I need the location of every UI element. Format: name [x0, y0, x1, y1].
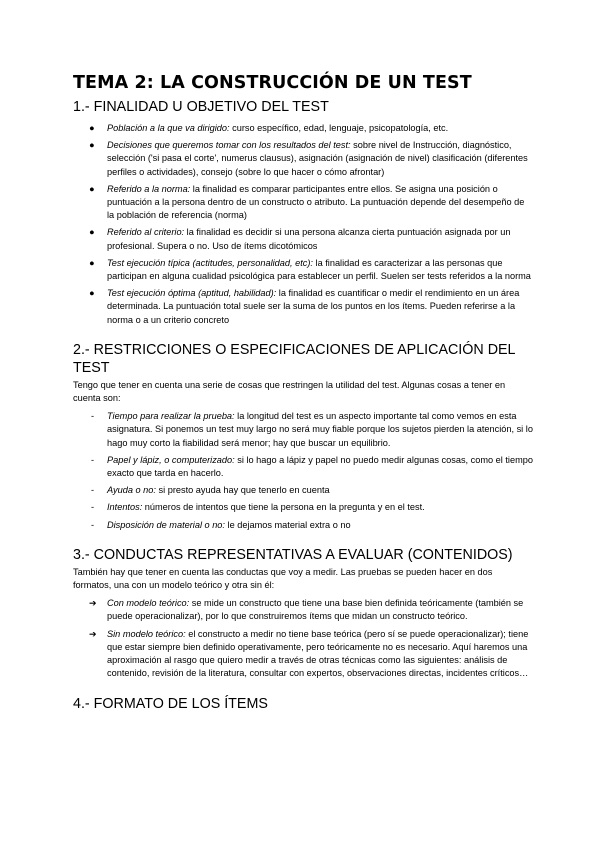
bullet-dot-icon: ● [89, 227, 95, 238]
item-text: la finalidad es comparar participantes entre ellos. Se asigna una posición o puntuación a la persona dentro de un constructo o atributo. La puntuación depende del desempeño de la población de referencia (norma) [107, 183, 525, 221]
item-label: Test ejecución típica (actitudes, personalidad, etc): [107, 257, 313, 268]
item-text: le dejamos material extra o no [224, 519, 351, 530]
section-2-heading: 2.- RESTRICCIONES O ESPECIFICACIONES DE APLICACIÓN DEL TEST [73, 341, 515, 376]
item-label: Población a la que va dirigido: [107, 123, 230, 133]
list-item [73, 519, 533, 532]
item-label: Decisiones que queremos tomar con los resultados del test: [107, 140, 351, 151]
document-page [73, 72, 533, 719]
item-label: Sin modelo teórico: [107, 628, 186, 639]
list-item [73, 257, 533, 283]
bullet-dash-icon: - [91, 485, 95, 496]
bullet-dot-icon: ● [89, 140, 95, 151]
item-text: curso específico, edad, lenguaje, psicopatología, etc. [229, 123, 449, 133]
list-item [73, 226, 533, 252]
list-item [73, 597, 533, 623]
item-text: la finalidad es decidir si una persona alcanza cierta puntuación asignada por un profesional. Supera o no. Uso de ítems dicotómicos [107, 227, 511, 251]
list-item [73, 628, 533, 681]
item-label: Ayuda o no: [107, 485, 156, 496]
item-text: si lo hago a lápiz y papel no puedo medir algunas cosas, como el tiempo exacto que tarda en hacerlo. [107, 454, 533, 479]
item-label: Referido a la norma: [107, 183, 191, 194]
item-label: Papel y lápiz, o computerizado: [107, 454, 235, 465]
section-1-list [73, 122, 533, 327]
item-label: Con modelo teórico: [107, 598, 190, 609]
page-title: TEMA 2: LA CONSTRUCCIÓN DE UN TEST [73, 73, 472, 93]
section-3-intro: También hay que tener en cuenta las conductas que voy a medir. Las pruebas se pueden hacer en dos formatos, una con un modelo teórico y otra sin él: [73, 566, 493, 591]
item-label: Referido al criterio: [107, 227, 185, 238]
item-text: la finalidad es cuantificar o medir el rendimiento en un área determinada. La puntuación total suele ser la suma de los puntos en los ítems. Pueden referirse a la norma o a un criterio concreto [107, 288, 520, 325]
item-text: se mide un constructo que tiene una base bien definida teóricamente (también se puede operacionalizar), por lo que construiremos ítems que midan un constructo teórico. [107, 598, 524, 622]
item-text: si presto ayuda hay que tenerlo en cuenta [155, 485, 330, 496]
list-item [73, 139, 533, 179]
item-label: Disposición de material o no: [107, 519, 225, 530]
item-text: la finalidad es caracterizar a las personas que participan en alguna cualidad psicológica para establecer un perfil. Suelen ser tests referidos a la norma [107, 257, 531, 282]
section-2-intro: Tengo que tener en cuenta una serie de cosas que restringen la utilidad del test. Algunas cosas a tener en cuenta son: [73, 379, 506, 404]
section-4-heading: 4.- FORMATO DE LOS ÍTEMS [73, 695, 268, 712]
bullet-dash-icon: - [91, 519, 95, 530]
section-1-heading: 1.- FINALIDAD U OBJETIVO DEL TEST [73, 99, 329, 115]
bullet-dash-icon: - [91, 411, 95, 422]
bullet-dash-icon: - [91, 502, 95, 513]
arrow-right-icon: ➔ [89, 598, 97, 609]
bullet-dot-icon: ● [89, 123, 95, 133]
item-label: Tiempo para realizar la prueba: [107, 411, 235, 422]
list-item [73, 501, 533, 514]
item-text: sobre nivel de Instrucción, diagnóstico, selección ('si pasa el corte', numerus clausus), asignación (asignación de nivel) clasificación (diferentes perfiles o actividades), consejo (sobre lo que hacer o cómo afrontar) [107, 140, 528, 177]
item-label: Test ejecución óptima (aptitud, habilidad): [107, 288, 277, 299]
section-2-list [73, 410, 533, 532]
list-item [73, 287, 533, 327]
bullet-dot-icon: ● [89, 183, 95, 194]
item-text: números de intentos que tiene la persona en la pregunta y en el test. [142, 502, 425, 513]
section-3-list [73, 597, 533, 680]
list-item [73, 454, 533, 480]
arrow-right-icon: ➔ [89, 628, 97, 639]
list-item [73, 183, 533, 223]
item-text: el constructo a medir no tiene base teórica (pero sí se puede operacionalizar); tiene que estar siempre bien definido operativamente, pero teóricamente no es necesario. Aquí haremos una aproximación al rasgo que quiero medir a través de otras técnicas como las siguientes: análisis de contenido, revisión de la literatura, consultar con expertos, observaciones directas, incidentes críticos… [107, 628, 529, 679]
bullet-dash-icon: - [91, 454, 95, 465]
list-item [73, 122, 533, 135]
list-item [73, 410, 533, 450]
bullet-dot-icon: ● [89, 257, 95, 268]
list-item [73, 484, 533, 497]
bullet-dot-icon: ● [89, 288, 95, 299]
item-text: la longitud del test es un aspecto importante tal como vemos en esta asignatura. Si ponemos un test muy largo no será muy fiable porque los sujetos pierden la atención, si lo hago muy corto la fiabilidad será menor; hay que buscar un equilibrio. [107, 411, 533, 448]
item-label: Intentos: [107, 502, 143, 513]
section-3-heading: 3.- CONDUCTAS REPRESENTATIVAS A EVALUAR (CONTENIDOS) [73, 546, 513, 563]
